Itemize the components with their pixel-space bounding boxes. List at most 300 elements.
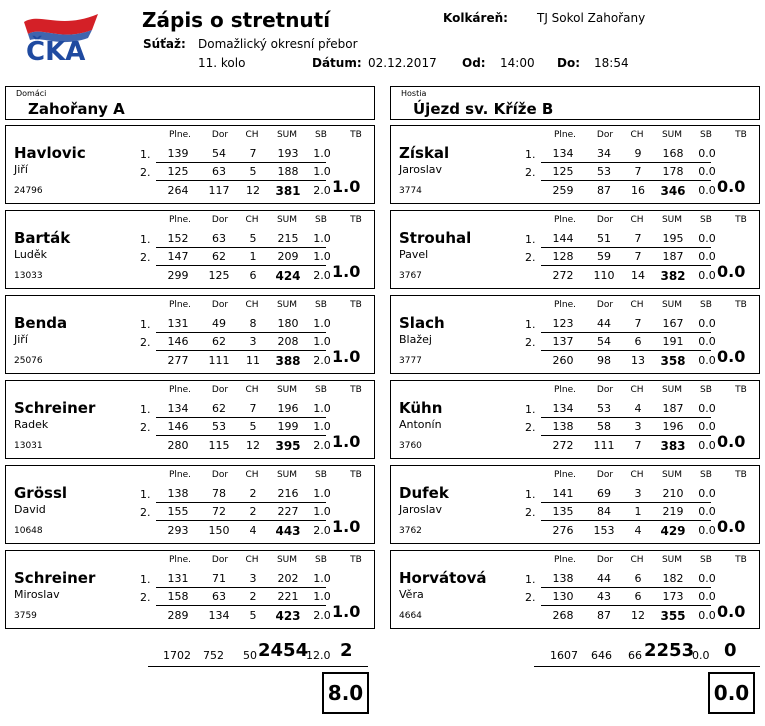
total-cell: 16 <box>631 184 645 197</box>
total-cell: 388 <box>275 354 301 368</box>
score-cell: 180 <box>277 317 299 330</box>
score-cell: 2 <box>249 505 257 518</box>
score-cell: 1.0 <box>313 232 331 245</box>
score-cell: 0.0 <box>698 505 716 518</box>
total-cell: 12 <box>631 609 645 622</box>
total-cell: 280 <box>167 439 189 452</box>
home-sum-divider <box>148 666 368 667</box>
round-value: 11. kolo <box>198 56 246 70</box>
player-tb: 0.0 <box>717 517 746 536</box>
column-header: TB <box>350 300 362 310</box>
row-divider <box>156 520 326 521</box>
score-cell: 1.0 <box>313 165 331 178</box>
column-header: TB <box>735 555 747 565</box>
row-divider <box>156 180 326 181</box>
row-divider <box>156 435 326 436</box>
score-cell: 1.0 <box>313 147 331 160</box>
column-header: TB <box>350 385 362 395</box>
column-header: SUM <box>661 555 683 565</box>
score-cell: 84 <box>597 505 611 518</box>
column-header: CH <box>245 300 259 310</box>
row-divider <box>156 350 326 351</box>
score-cell: 0.0 <box>698 590 716 603</box>
away-player-card <box>390 295 760 374</box>
row-divider <box>156 247 326 248</box>
total-cell: 381 <box>275 184 301 198</box>
player-surname: Kühn <box>399 399 443 417</box>
score-cell: 147 <box>167 250 189 263</box>
total-cell: 7 <box>634 439 642 452</box>
column-header: SUM <box>276 300 298 310</box>
row-number: 1. <box>525 148 536 161</box>
column-header: Dor <box>596 385 614 395</box>
score-cell: 1.0 <box>313 590 331 603</box>
home-points: 8.0 <box>322 672 369 714</box>
player-tb: 0.0 <box>717 347 746 366</box>
player-first-name: Pavel <box>399 248 429 261</box>
player-id: 25076 <box>14 356 43 366</box>
score-cell: 62 <box>212 335 226 348</box>
od-value: 14:00 <box>500 56 535 70</box>
away-points: 0.0 <box>708 672 755 714</box>
column-header: TB <box>350 555 362 565</box>
column-header: Plne. <box>553 130 577 140</box>
total-cell: 2.0 <box>313 354 331 367</box>
total-cell: 260 <box>552 354 574 367</box>
player-tb: 1.0 <box>332 177 361 196</box>
row-number: 1. <box>525 403 536 416</box>
total-cell: 115 <box>208 439 230 452</box>
score-cell: 2 <box>249 487 257 500</box>
total-cell: 12 <box>246 439 260 452</box>
column-header: Dor <box>596 130 614 140</box>
row-divider <box>541 265 711 266</box>
row-divider <box>541 247 711 248</box>
total-cell: 355 <box>660 609 686 623</box>
score-cell: 208 <box>277 335 299 348</box>
score-cell: 71 <box>212 572 226 585</box>
score-cell: 59 <box>597 250 611 263</box>
row-number: 2. <box>525 336 536 349</box>
away-sum-total: 2253 <box>644 640 695 661</box>
score-cell: 53 <box>597 165 611 178</box>
score-cell: 125 <box>167 165 189 178</box>
total-cell: 4 <box>634 524 642 537</box>
logo-text: ČKA <box>26 37 86 64</box>
total-cell: 11 <box>246 354 260 367</box>
player-surname: Havlovic <box>14 144 86 162</box>
player-tb: 1.0 <box>332 602 361 621</box>
score-cell: 202 <box>277 572 299 585</box>
row-divider <box>156 587 326 588</box>
score-cell: 144 <box>552 232 574 245</box>
score-cell: 0.0 <box>698 317 716 330</box>
home-player-card <box>5 380 375 459</box>
player-first-name: Věra <box>399 588 424 601</box>
score-cell: 54 <box>597 335 611 348</box>
total-cell: 125 <box>208 269 230 282</box>
away-sum-divider <box>534 666 760 667</box>
score-cell: 167 <box>662 317 684 330</box>
score-cell: 7 <box>634 165 642 178</box>
total-cell: 117 <box>208 184 230 197</box>
score-cell: 0.0 <box>698 487 716 500</box>
total-cell: 87 <box>597 609 611 622</box>
score-cell: 53 <box>597 402 611 415</box>
row-number: 1. <box>140 148 151 161</box>
column-header: TB <box>735 470 747 480</box>
column-header: CH <box>245 215 259 225</box>
score-cell: 1.0 <box>313 402 331 415</box>
column-header: Dor <box>596 470 614 480</box>
row-divider <box>541 435 711 436</box>
score-cell: 1.0 <box>313 335 331 348</box>
home-sum-sb: 12.0 <box>306 649 331 662</box>
total-cell: 289 <box>167 609 189 622</box>
total-cell: 293 <box>167 524 189 537</box>
player-id: 3767 <box>399 271 422 281</box>
total-cell: 358 <box>660 354 686 368</box>
column-header: SUM <box>276 130 298 140</box>
row-divider <box>541 180 711 181</box>
home-sum-tb: 2 <box>340 640 353 661</box>
away-sum-dor: 646 <box>591 649 612 662</box>
column-header: SB <box>315 215 327 225</box>
column-header: CH <box>630 215 644 225</box>
total-cell: 443 <box>275 524 301 538</box>
row-number: 2. <box>525 251 536 264</box>
column-header: Dor <box>596 300 614 310</box>
total-cell: 276 <box>552 524 574 537</box>
score-cell: 72 <box>212 505 226 518</box>
row-number: 2. <box>140 336 151 349</box>
player-tb: 0.0 <box>717 602 746 621</box>
column-header: TB <box>350 215 362 225</box>
home-player-card <box>5 210 375 289</box>
total-cell: 2.0 <box>313 269 331 282</box>
column-header: CH <box>630 555 644 565</box>
column-header: SUM <box>276 555 298 565</box>
score-cell: 0.0 <box>698 572 716 585</box>
total-cell: 0.0 <box>698 609 716 622</box>
sutaz-value: Domažlický okresní přebor <box>198 37 358 51</box>
score-cell: 5 <box>249 232 257 245</box>
score-cell: 131 <box>167 317 189 330</box>
score-cell: 0.0 <box>698 335 716 348</box>
score-cell: 210 <box>662 487 684 500</box>
column-header: SB <box>700 300 712 310</box>
column-header: Dor <box>211 300 229 310</box>
player-id: 3774 <box>399 186 422 196</box>
score-cell: 1.0 <box>313 317 331 330</box>
score-cell: 215 <box>277 232 299 245</box>
score-cell: 69 <box>597 487 611 500</box>
column-header: Dor <box>596 215 614 225</box>
score-cell: 5 <box>249 165 257 178</box>
score-cell: 134 <box>552 402 574 415</box>
row-number: 1. <box>525 233 536 246</box>
player-first-name: Jaroslav <box>399 163 443 176</box>
column-header: SUM <box>661 130 683 140</box>
home-sum-plne: 1702 <box>163 649 191 662</box>
away-player-card <box>390 550 760 629</box>
score-cell: 34 <box>597 147 611 160</box>
total-cell: 134 <box>208 609 230 622</box>
player-id: 3762 <box>399 526 422 536</box>
player-id: 10648 <box>14 526 43 536</box>
player-surname: Benda <box>14 314 68 332</box>
away-sum-sb: 0.0 <box>692 649 710 662</box>
score-cell: 51 <box>597 232 611 245</box>
row-number: 2. <box>140 591 151 604</box>
score-cell: 1.0 <box>313 420 331 433</box>
away-player-card <box>390 210 760 289</box>
score-cell: 128 <box>552 250 574 263</box>
row-divider <box>541 502 711 503</box>
od-label: Od: <box>462 56 486 70</box>
row-number: 1. <box>525 573 536 586</box>
away-team-name: Újezd sv. Kříže B <box>413 100 554 118</box>
row-number: 1. <box>525 318 536 331</box>
row-number: 1. <box>140 488 151 501</box>
row-number: 2. <box>140 506 151 519</box>
player-first-name: Jiří <box>14 333 28 346</box>
score-cell: 0.0 <box>698 250 716 263</box>
score-cell: 62 <box>212 402 226 415</box>
score-cell: 6 <box>634 572 642 585</box>
row-number: 2. <box>140 421 151 434</box>
column-header: SUM <box>276 470 298 480</box>
player-tb: 1.0 <box>332 347 361 366</box>
player-tb: 1.0 <box>332 262 361 281</box>
score-cell: 3 <box>249 572 257 585</box>
score-cell: 209 <box>277 250 299 263</box>
player-first-name: Blažej <box>399 333 432 346</box>
column-header: CH <box>245 555 259 565</box>
total-cell: 272 <box>552 269 574 282</box>
score-cell: 131 <box>167 572 189 585</box>
home-sum-dor: 752 <box>203 649 224 662</box>
column-header: SB <box>700 385 712 395</box>
datum-label: Dátum: <box>312 56 362 70</box>
column-header: CH <box>245 470 259 480</box>
total-cell: 87 <box>597 184 611 197</box>
column-header: Dor <box>211 385 229 395</box>
total-cell: 2.0 <box>313 609 331 622</box>
total-cell: 13 <box>631 354 645 367</box>
score-cell: 130 <box>552 590 574 603</box>
score-cell: 3 <box>249 335 257 348</box>
do-value: 18:54 <box>594 56 629 70</box>
away-sum-tb: 0 <box>724 640 737 661</box>
player-first-name: Miroslav <box>14 588 60 601</box>
player-id: 4664 <box>399 611 422 621</box>
score-cell: 134 <box>552 147 574 160</box>
total-cell: 153 <box>593 524 615 537</box>
score-cell: 7 <box>249 402 257 415</box>
score-cell: 125 <box>552 165 574 178</box>
total-cell: 268 <box>552 609 574 622</box>
score-cell: 135 <box>552 505 574 518</box>
column-header: TB <box>735 215 747 225</box>
score-cell: 173 <box>662 590 684 603</box>
column-header: Plne. <box>553 300 577 310</box>
column-header: Plne. <box>168 385 192 395</box>
total-cell: 14 <box>631 269 645 282</box>
home-team-box <box>5 86 375 120</box>
row-divider <box>541 417 711 418</box>
score-cell: 138 <box>167 487 189 500</box>
away-player-card <box>390 465 760 544</box>
row-number: 1. <box>140 233 151 246</box>
column-header: Plne. <box>168 470 192 480</box>
do-label: Do: <box>557 56 581 70</box>
player-surname: Slach <box>399 314 445 332</box>
row-divider <box>541 587 711 588</box>
score-cell: 0.0 <box>698 232 716 245</box>
column-header: Dor <box>211 215 229 225</box>
score-cell: 141 <box>552 487 574 500</box>
total-cell: 12 <box>246 184 260 197</box>
column-header: Plne. <box>553 385 577 395</box>
score-cell: 134 <box>167 402 189 415</box>
score-cell: 3 <box>634 487 642 500</box>
total-cell: 0.0 <box>698 184 716 197</box>
column-header: SB <box>700 215 712 225</box>
row-number: 1. <box>140 403 151 416</box>
score-cell: 138 <box>552 572 574 585</box>
score-cell: 199 <box>277 420 299 433</box>
column-header: SB <box>315 300 327 310</box>
column-header: Plne. <box>168 215 192 225</box>
row-number: 2. <box>525 506 536 519</box>
row-number: 1. <box>140 573 151 586</box>
total-cell: 111 <box>593 439 615 452</box>
total-cell: 2.0 <box>313 184 331 197</box>
row-divider <box>156 265 326 266</box>
total-cell: 346 <box>660 184 686 198</box>
row-number: 1. <box>525 488 536 501</box>
score-cell: 78 <box>212 487 226 500</box>
score-cell: 7 <box>634 250 642 263</box>
row-number: 2. <box>525 166 536 179</box>
score-cell: 227 <box>277 505 299 518</box>
player-first-name: Luděk <box>14 248 48 261</box>
column-header: CH <box>630 385 644 395</box>
total-cell: 272 <box>552 439 574 452</box>
column-header: CH <box>630 300 644 310</box>
column-header: SB <box>700 470 712 480</box>
score-cell: 44 <box>597 317 611 330</box>
score-cell: 146 <box>167 335 189 348</box>
score-cell: 191 <box>662 335 684 348</box>
score-cell: 63 <box>212 232 226 245</box>
home-player-card <box>5 550 375 629</box>
column-header: Dor <box>596 555 614 565</box>
total-cell: 2.0 <box>313 524 331 537</box>
total-cell: 382 <box>660 269 686 283</box>
row-number: 2. <box>140 166 151 179</box>
total-cell: 264 <box>167 184 189 197</box>
total-cell: 5 <box>249 609 257 622</box>
total-cell: 2.0 <box>313 439 331 452</box>
player-id: 24796 <box>14 186 43 196</box>
column-header: SB <box>315 555 327 565</box>
score-cell: 193 <box>277 147 299 160</box>
score-cell: 0.0 <box>698 147 716 160</box>
score-cell: 9 <box>634 147 642 160</box>
column-header: Dor <box>211 555 229 565</box>
total-cell: 423 <box>275 609 301 623</box>
row-divider <box>156 417 326 418</box>
away-player-card <box>390 125 760 204</box>
score-cell: 1 <box>634 505 642 518</box>
score-cell: 49 <box>212 317 226 330</box>
column-header: Plne. <box>553 555 577 565</box>
column-header: CH <box>630 470 644 480</box>
column-header: Plne. <box>168 300 192 310</box>
score-cell: 139 <box>167 147 189 160</box>
player-surname: Barták <box>14 229 71 247</box>
score-cell: 63 <box>212 165 226 178</box>
score-cell: 216 <box>277 487 299 500</box>
score-cell: 44 <box>597 572 611 585</box>
player-tb: 1.0 <box>332 432 361 451</box>
column-header: Dor <box>211 130 229 140</box>
home-sum-ch: 50 <box>243 649 257 662</box>
score-cell: 187 <box>662 250 684 263</box>
player-surname: Grössl <box>14 484 68 502</box>
player-first-name: Radek <box>14 418 49 431</box>
total-cell: 299 <box>167 269 189 282</box>
home-team-name: Zahořany A <box>28 100 125 118</box>
score-cell: 1 <box>249 250 257 263</box>
score-cell: 1.0 <box>313 505 331 518</box>
away-sum-ch: 66 <box>628 649 642 662</box>
row-divider <box>156 502 326 503</box>
total-cell: 111 <box>208 354 230 367</box>
away-player-card <box>390 380 760 459</box>
row-divider <box>541 162 711 163</box>
column-header: SB <box>315 470 327 480</box>
total-cell: 259 <box>552 184 574 197</box>
column-header: Plne. <box>553 470 577 480</box>
player-id: 13033 <box>14 271 43 281</box>
player-surname: Horvátová <box>399 569 487 587</box>
column-header: TB <box>350 470 362 480</box>
score-cell: 137 <box>552 335 574 348</box>
player-tb: 0.0 <box>717 432 746 451</box>
row-number: 2. <box>525 421 536 434</box>
score-cell: 6 <box>634 335 642 348</box>
total-cell: 424 <box>275 269 301 283</box>
total-cell: 0.0 <box>698 269 716 282</box>
player-id: 13031 <box>14 441 43 451</box>
score-cell: 158 <box>167 590 189 603</box>
column-header: CH <box>245 130 259 140</box>
total-cell: 6 <box>249 269 257 282</box>
column-header: CH <box>630 130 644 140</box>
home-player-card <box>5 295 375 374</box>
column-header: SUM <box>661 385 683 395</box>
row-divider <box>541 332 711 333</box>
total-cell: 0.0 <box>698 524 716 537</box>
home-player-card <box>5 465 375 544</box>
total-cell: 429 <box>660 524 686 538</box>
column-header: SUM <box>661 300 683 310</box>
score-cell: 4 <box>634 402 642 415</box>
row-number: 2. <box>140 251 151 264</box>
